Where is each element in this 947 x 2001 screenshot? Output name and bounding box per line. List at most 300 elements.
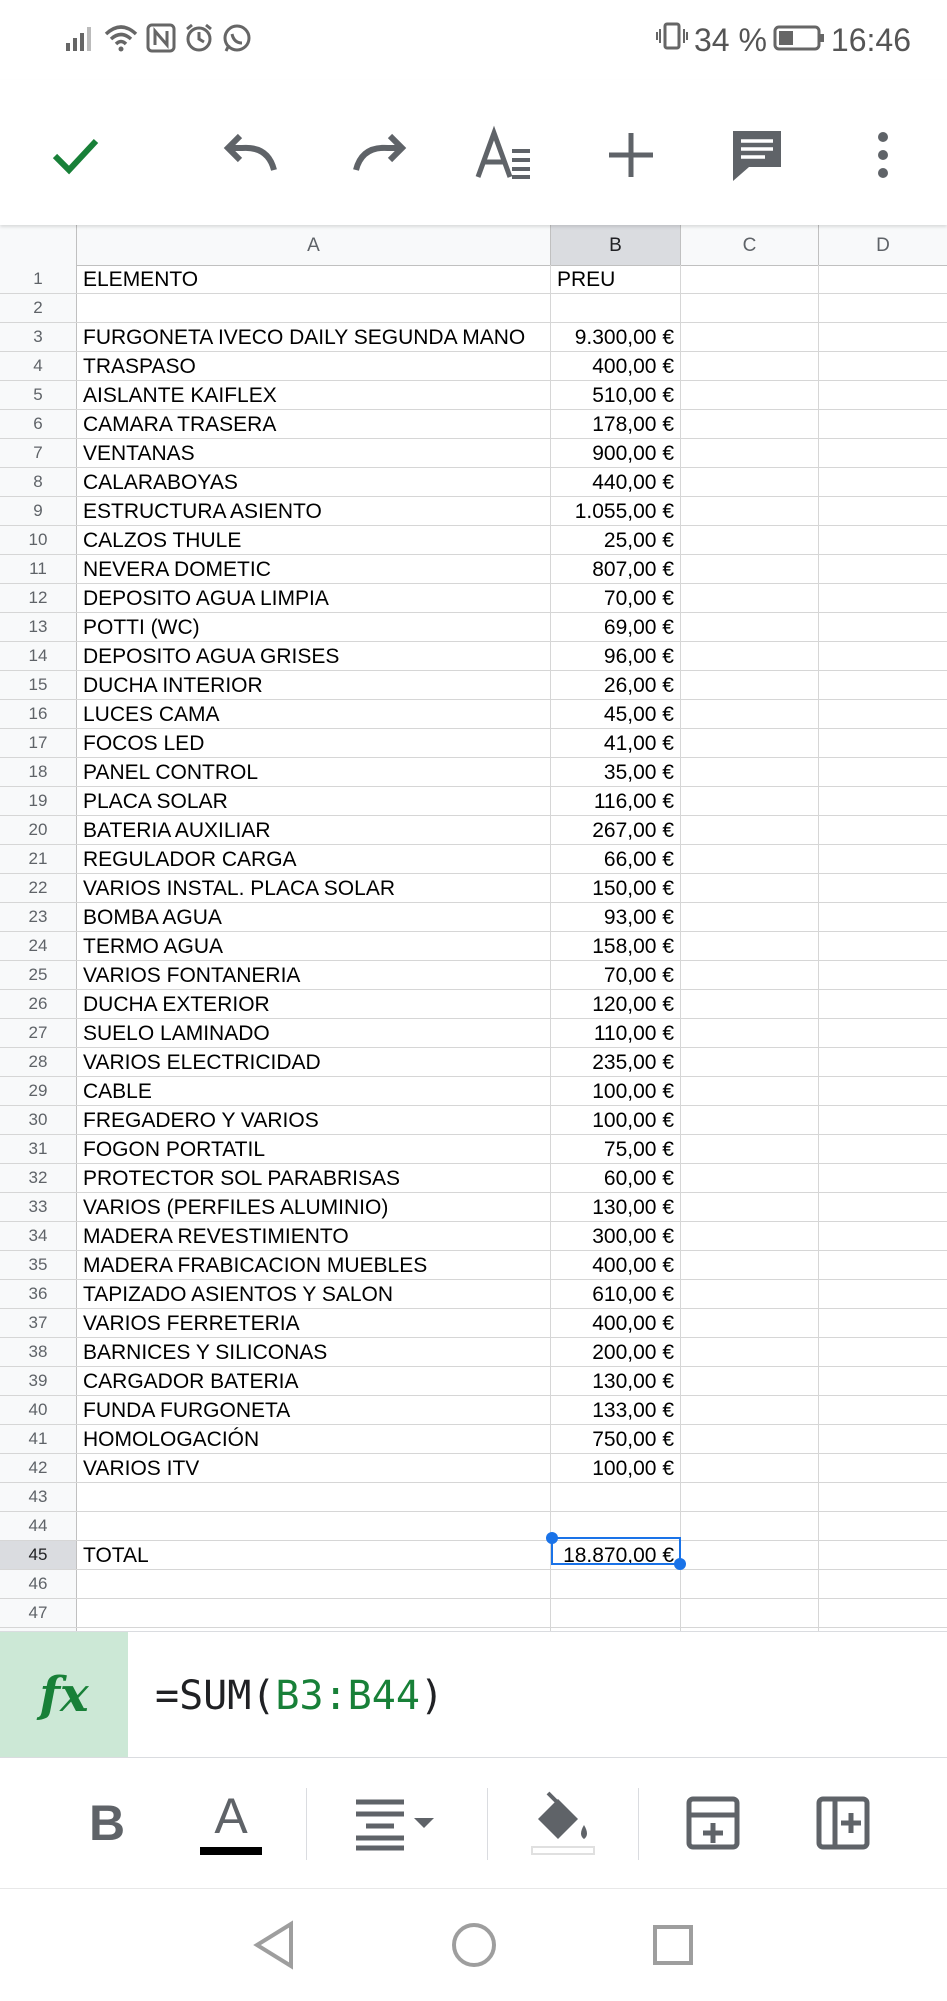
bold-label: B [88, 1795, 126, 1851]
table-row [0, 439, 947, 468]
cell-b[interactable]: 60,00 € [551, 1164, 681, 1192]
cell-d[interactable] [819, 1193, 947, 1221]
cell-c[interactable] [681, 294, 819, 322]
row-header[interactable]: 44 [0, 1512, 77, 1540]
cell-b[interactable]: 133,00 € [551, 1396, 681, 1424]
cell-c[interactable] [681, 584, 819, 612]
cell-a[interactable] [77, 1599, 551, 1627]
row-header[interactable]: 25 [0, 961, 77, 989]
cell-d[interactable] [819, 1367, 947, 1395]
cell-b[interactable]: 1.055,00 € [551, 497, 681, 525]
row-header[interactable]: 37 [0, 1309, 77, 1337]
row-header[interactable]: 11 [0, 555, 77, 583]
cell-b[interactable] [551, 1570, 681, 1598]
row-header[interactable]: 43 [0, 1483, 77, 1511]
cell-b[interactable] [551, 1599, 681, 1627]
cell-c[interactable] [681, 352, 819, 380]
row-header[interactable]: 31 [0, 1135, 77, 1163]
cell-a[interactable]: VARIOS FONTANERIA [77, 961, 551, 989]
comment-icon[interactable] [724, 122, 790, 188]
cell-a[interactable]: VARIOS ELECTRICIDAD [77, 1048, 551, 1076]
cell-a[interactable]: DUCHA EXTERIOR [77, 990, 551, 1018]
table-row [0, 1280, 947, 1309]
insert-row-icon[interactable] [680, 1788, 746, 1858]
cell-b[interactable]: 69,00 € [551, 613, 681, 641]
row-header[interactable]: 33 [0, 1193, 77, 1221]
table-row [0, 903, 947, 932]
cell-d[interactable] [819, 323, 947, 351]
cell-a[interactable]: BATERIA AUXILIAR [77, 816, 551, 844]
cell-a[interactable]: CALZOS THULE [77, 526, 551, 554]
add-icon[interactable] [598, 122, 664, 188]
cell-d[interactable] [819, 1512, 947, 1540]
cell-a[interactable]: REGULADOR CARGA [77, 845, 551, 873]
table-row [0, 294, 947, 323]
column-header-b[interactable]: B [551, 225, 681, 265]
cell-c[interactable] [681, 1193, 819, 1221]
row-header[interactable]: 21 [0, 845, 77, 873]
cell-d[interactable] [819, 700, 947, 728]
fill-color-icon[interactable] [528, 1788, 598, 1858]
cell-c[interactable] [681, 787, 819, 815]
cell-b[interactable]: 45,00 € [551, 700, 681, 728]
cell-c[interactable] [681, 729, 819, 757]
cell-d[interactable] [819, 294, 947, 322]
cell-c[interactable] [681, 1541, 819, 1569]
cell-a[interactable]: MADERA REVESTIMIENTO [77, 1222, 551, 1250]
cell-a[interactable]: CAMARA TRASERA [77, 410, 551, 438]
cell-a[interactable]: TERMO AGUA [77, 932, 551, 960]
cell-d[interactable] [819, 1599, 947, 1627]
cell-c[interactable] [681, 323, 819, 351]
cell-b[interactable] [551, 1512, 681, 1540]
cell-c[interactable] [681, 468, 819, 496]
cell-c[interactable] [681, 1396, 819, 1424]
cell-c[interactable] [681, 642, 819, 670]
cell-a[interactable]: PROTECTOR SOL PARABRISAS [77, 1164, 551, 1192]
cell-a[interactable]: VARIOS ITV [77, 1454, 551, 1482]
cell-a[interactable]: DUCHA INTERIOR [77, 671, 551, 699]
cell-a[interactable]: FURGONETA IVECO DAILY SEGUNDA MANO [77, 323, 551, 351]
cell-b[interactable]: 178,00 € [551, 410, 681, 438]
cell-b[interactable]: 400,00 € [551, 352, 681, 380]
row-header[interactable]: 4 [0, 352, 77, 380]
cell-d[interactable] [819, 903, 947, 931]
cell-a[interactable]: TAPIZADO ASIENTOS Y SALON [77, 1280, 551, 1308]
column-header-d[interactable]: D [876, 235, 890, 256]
cell-a[interactable]: BARNICES Y SILICONAS [77, 1338, 551, 1366]
cell-d[interactable] [819, 468, 947, 496]
row-header[interactable]: 22 [0, 874, 77, 902]
cell-b[interactable]: 93,00 € [551, 903, 681, 931]
table-row [0, 1193, 947, 1222]
cell-c[interactable] [681, 990, 819, 1018]
table-row [0, 1077, 947, 1106]
row-header[interactable]: 2 [0, 294, 77, 322]
cell-b[interactable]: PREU [551, 265, 681, 293]
row-header[interactable]: 28 [0, 1048, 77, 1076]
cell-c[interactable] [681, 700, 819, 728]
cell-b[interactable]: 26,00 € [551, 671, 681, 699]
cell-d[interactable] [819, 1106, 947, 1134]
row-header[interactable]: 3 [0, 323, 77, 351]
cell-c[interactable] [681, 1338, 819, 1366]
cell-d[interactable] [819, 874, 947, 902]
cell-c[interactable] [681, 903, 819, 931]
cell-a[interactable]: AISLANTE KAIFLEX [77, 381, 551, 409]
cell-c[interactable] [681, 816, 819, 844]
cell-a[interactable]: CARGADOR BATERIA [77, 1367, 551, 1395]
cell-c[interactable] [681, 526, 819, 554]
bold-icon[interactable] [74, 1788, 140, 1858]
more-vert-icon[interactable] [850, 122, 916, 188]
table-row [0, 1367, 947, 1396]
column-header-c[interactable]: C [681, 225, 819, 265]
row-header[interactable]: 26 [0, 990, 77, 1018]
cell-d[interactable] [819, 1135, 947, 1163]
cell-a[interactable]: FUNDA FURGONETA [77, 1396, 551, 1424]
cell-b[interactable]: 267,00 € [551, 816, 681, 844]
cell-a[interactable] [77, 1483, 551, 1511]
cell-a[interactable]: VARIOS (PERFILES ALUMINIO) [77, 1193, 551, 1221]
cell-c[interactable] [681, 439, 819, 467]
cell-a[interactable] [77, 294, 551, 322]
cell-b[interactable]: 158,00 € [551, 932, 681, 960]
check-icon[interactable] [42, 122, 108, 188]
cell-d[interactable] [819, 671, 947, 699]
row-header[interactable]: 34 [0, 1222, 77, 1250]
cell-a[interactable]: VARIOS INSTAL. PLACA SOLAR [77, 874, 551, 902]
table-row [0, 845, 947, 874]
cell-d[interactable] [819, 265, 947, 293]
cell-c[interactable] [681, 758, 819, 786]
table-row [0, 1106, 947, 1135]
cell-b[interactable]: 130,00 € [551, 1367, 681, 1395]
cell-b[interactable]: 70,00 € [551, 584, 681, 612]
cell-d[interactable] [819, 1077, 947, 1105]
cell-d[interactable] [819, 526, 947, 554]
cell-b[interactable]: 100,00 € [551, 1454, 681, 1482]
formula-bar[interactable] [0, 1631, 947, 1758]
cell-a[interactable]: PANEL CONTROL [77, 758, 551, 786]
redo-icon[interactable] [345, 122, 411, 188]
status-icons-right [656, 20, 911, 60]
row-header[interactable]: 8 [0, 468, 77, 496]
table-row [0, 613, 947, 642]
cell-c[interactable] [681, 1077, 819, 1105]
system-nav-bar [0, 1888, 947, 2001]
cell-c[interactable] [681, 1454, 819, 1482]
cell-b[interactable]: 66,00 € [551, 845, 681, 873]
cell-a[interactable]: TRASPASO [77, 352, 551, 380]
recents-icon[interactable] [643, 1915, 703, 1975]
back-icon[interactable] [246, 1915, 306, 1975]
cell-d[interactable] [819, 1338, 947, 1366]
formula-input[interactable] [155, 1632, 444, 1757]
cell-b[interactable]: 120,00 € [551, 990, 681, 1018]
cell-c[interactable] [681, 1599, 819, 1627]
cell-b[interactable]: 70,00 € [551, 961, 681, 989]
cell-c[interactable] [681, 1048, 819, 1076]
divider [306, 1788, 307, 1860]
cell-c[interactable] [681, 845, 819, 873]
cell-b[interactable]: 100,00 € [551, 1077, 681, 1105]
table-row [0, 1396, 947, 1425]
row-header[interactable]: 46 [0, 1570, 77, 1598]
cell-b[interactable]: 900,00 € [551, 439, 681, 467]
cell-a[interactable]: NEVERA DOMETIC [77, 555, 551, 583]
cell-c[interactable] [681, 932, 819, 960]
cell-b[interactable] [551, 1483, 681, 1511]
table-row [0, 816, 947, 845]
row-header[interactable]: 16 [0, 700, 77, 728]
row-header[interactable]: 35 [0, 1251, 77, 1279]
cell-b[interactable]: 200,00 € [551, 1338, 681, 1366]
cell-d[interactable] [819, 410, 947, 438]
cell-a[interactable] [77, 1512, 551, 1540]
cell-c[interactable] [681, 410, 819, 438]
cell-a[interactable]: FREGADERO Y VARIOS [77, 1106, 551, 1134]
row-header[interactable]: 47 [0, 1599, 77, 1627]
cell-b[interactable]: 116,00 € [551, 787, 681, 815]
cell-c[interactable] [681, 265, 819, 293]
table-row [0, 1019, 947, 1048]
row-header[interactable]: 7 [0, 439, 77, 467]
align-icon[interactable] [352, 1788, 442, 1858]
table-row [0, 1512, 947, 1541]
cell-b[interactable]: 440,00 € [551, 468, 681, 496]
cell-d[interactable] [819, 1309, 947, 1337]
divider [638, 1788, 639, 1860]
cell-d[interactable] [819, 613, 947, 641]
cell-b[interactable]: 96,00 € [551, 642, 681, 670]
cell-d[interactable] [819, 1019, 947, 1047]
cell-d[interactable] [819, 1483, 947, 1511]
row-header[interactable]: 9 [0, 497, 77, 525]
cell-d[interactable] [819, 758, 947, 786]
clock: 16:46 [830, 21, 911, 58]
row-header[interactable]: 1 [0, 265, 77, 293]
fx-icon: fx [0, 1632, 128, 1757]
cell-b[interactable]: 18.870,00 € [551, 1541, 681, 1569]
alarm-icon [184, 23, 214, 58]
cell-c[interactable] [681, 1135, 819, 1163]
home-icon[interactable] [444, 1915, 504, 1975]
cell-c[interactable] [681, 671, 819, 699]
cell-a[interactable]: POTTI (WC) [77, 613, 551, 641]
cell-d[interactable] [819, 961, 947, 989]
cell-d[interactable] [819, 1164, 947, 1192]
row-header[interactable]: 17 [0, 729, 77, 757]
row-header[interactable]: 36 [0, 1280, 77, 1308]
row-header[interactable]: 14 [0, 642, 77, 670]
row-header[interactable]: 23 [0, 903, 77, 931]
cell-a[interactable]: CALARABOYAS [77, 468, 551, 496]
cell-d[interactable] [819, 816, 947, 844]
text-format-icon[interactable] [471, 122, 537, 188]
cell-d[interactable] [819, 555, 947, 583]
cell-c[interactable] [681, 1570, 819, 1598]
cell-d[interactable] [819, 1541, 947, 1569]
signal-icon [66, 25, 96, 56]
cell-d[interactable] [819, 439, 947, 467]
cell-b[interactable]: 110,00 € [551, 1019, 681, 1047]
cell-d[interactable] [819, 1251, 947, 1279]
table-row [0, 323, 947, 352]
table-row [0, 1309, 947, 1338]
row-header[interactable]: 12 [0, 584, 77, 612]
table-row [0, 1222, 947, 1251]
cell-d[interactable] [819, 990, 947, 1018]
row-header[interactable]: 19 [0, 787, 77, 815]
cell-a[interactable]: DEPOSITO AGUA GRISES [77, 642, 551, 670]
cell-c[interactable] [681, 613, 819, 641]
cell-c[interactable] [681, 1019, 819, 1047]
cell-a[interactable]: VENTANAS [77, 439, 551, 467]
sheets-toolbar [0, 80, 947, 225]
cell-c[interactable] [681, 1512, 819, 1540]
cell-a[interactable]: BOMBA AGUA [77, 903, 551, 931]
cell-b[interactable]: 400,00 € [551, 1309, 681, 1337]
cell-a[interactable]: TOTAL [77, 1541, 551, 1569]
cell-d[interactable] [819, 787, 947, 815]
cell-a[interactable]: ELEMENTO [77, 265, 551, 293]
row-header[interactable]: 6 [0, 410, 77, 438]
cell-d[interactable] [819, 1280, 947, 1308]
cell-a[interactable]: LUCES CAMA [77, 700, 551, 728]
row-header[interactable]: 13 [0, 613, 77, 641]
formula-range: B3:B44 [275, 1673, 420, 1719]
cell-b[interactable]: 130,00 € [551, 1193, 681, 1221]
cell-c[interactable] [681, 1164, 819, 1192]
cell-d[interactable] [819, 845, 947, 873]
cell-d[interactable] [819, 1048, 947, 1076]
cell-a[interactable]: FOGON PORTATIL [77, 1135, 551, 1163]
column-header-a[interactable]: A [77, 225, 551, 265]
cell-c[interactable] [681, 1367, 819, 1395]
table-row [0, 468, 947, 497]
cell-c[interactable] [681, 1425, 819, 1453]
cell-c[interactable] [681, 497, 819, 525]
text-color-icon[interactable] [198, 1788, 264, 1858]
cell-b[interactable]: 235,00 € [551, 1048, 681, 1076]
cell-d[interactable] [819, 932, 947, 960]
cell-b[interactable]: 100,00 € [551, 1106, 681, 1134]
cell-b[interactable]: 25,00 € [551, 526, 681, 554]
cell-b[interactable]: 610,00 € [551, 1280, 681, 1308]
row-header[interactable]: 24 [0, 932, 77, 960]
cell-c[interactable] [681, 961, 819, 989]
cell-d[interactable] [819, 1425, 947, 1453]
cell-b[interactable]: 75,00 € [551, 1135, 681, 1163]
cell-d[interactable] [819, 1454, 947, 1482]
cell-d[interactable] [819, 642, 947, 670]
cell-d[interactable] [819, 1570, 947, 1598]
cell-d[interactable] [819, 497, 947, 525]
row-header[interactable]: 5 [0, 381, 77, 409]
cell-a[interactable]: SUELO LAMINADO [77, 1019, 551, 1047]
table-row [0, 932, 947, 961]
whatsapp-icon [222, 23, 252, 58]
cell-c[interactable] [681, 555, 819, 583]
cell-c[interactable] [681, 1251, 819, 1279]
battery-percent: 34 % [693, 21, 767, 58]
cell-a[interactable]: HOMOLOGACIÓN [77, 1425, 551, 1453]
row-header[interactable]: 42 [0, 1454, 77, 1482]
cell-c[interactable] [681, 874, 819, 902]
table-row [0, 1483, 947, 1512]
cell-d[interactable] [819, 1222, 947, 1250]
row-header[interactable]: 32 [0, 1164, 77, 1192]
cell-b[interactable]: 400,00 € [551, 1251, 681, 1279]
row-header[interactable]: 18 [0, 758, 77, 786]
cell-b[interactable]: 41,00 € [551, 729, 681, 757]
insert-column-icon[interactable] [810, 1788, 876, 1858]
cell-a[interactable]: CABLE [77, 1077, 551, 1105]
row-header[interactable]: 30 [0, 1106, 77, 1134]
table-row [0, 1251, 947, 1280]
row-header[interactable]: 29 [0, 1077, 77, 1105]
select-all-corner[interactable] [0, 225, 77, 265]
cell-b[interactable]: 807,00 € [551, 555, 681, 583]
cell-a[interactable]: VARIOS FERRETERIA [77, 1309, 551, 1337]
cell-a[interactable] [77, 1570, 551, 1598]
row-header[interactable]: 27 [0, 1019, 77, 1047]
wifi-icon [104, 24, 138, 57]
cell-c[interactable] [681, 381, 819, 409]
spreadsheet-grid [0, 225, 947, 1631]
row-header[interactable]: 41 [0, 1425, 77, 1453]
cell-a[interactable]: MADERA FRABICACION MUEBLES [77, 1251, 551, 1279]
cell-c[interactable] [681, 1309, 819, 1337]
undo-icon[interactable] [219, 122, 285, 188]
cell-b[interactable]: 300,00 € [551, 1222, 681, 1250]
cell-d[interactable] [819, 1396, 947, 1424]
row-header[interactable]: 20 [0, 816, 77, 844]
cell-b[interactable]: 35,00 € [551, 758, 681, 786]
cell-a[interactable]: ESTRUCTURA ASIENTO [77, 497, 551, 525]
table-row [0, 1599, 947, 1628]
cell-c[interactable] [681, 1106, 819, 1134]
row-header[interactable]: 39 [0, 1367, 77, 1395]
cell-c[interactable] [681, 1483, 819, 1511]
row-header[interactable]: 45 [0, 1541, 77, 1569]
cell-d[interactable] [819, 352, 947, 380]
table-row [0, 990, 947, 1019]
formula-suffix: ) [419, 1673, 445, 1719]
cell-d[interactable] [819, 381, 947, 409]
cell-b[interactable]: 9.300,00 € [551, 323, 681, 351]
cell-a[interactable]: DEPOSITO AGUA LIMPIA [77, 584, 551, 612]
row-header[interactable]: 10 [0, 526, 77, 554]
table-row [0, 700, 947, 729]
cell-d[interactable] [819, 729, 947, 757]
nfc-icon [146, 23, 176, 58]
row-header[interactable]: 38 [0, 1338, 77, 1366]
row-header[interactable]: 15 [0, 671, 77, 699]
table-row [0, 1454, 947, 1483]
cell-c[interactable] [681, 1222, 819, 1250]
row-header[interactable]: 40 [0, 1396, 77, 1424]
cell-a[interactable]: FOCOS LED [77, 729, 551, 757]
cell-d[interactable] [819, 584, 947, 612]
cell-b[interactable]: 150,00 € [551, 874, 681, 902]
cell-b[interactable] [551, 294, 681, 322]
cell-b[interactable]: 750,00 € [551, 1425, 681, 1453]
cell-c[interactable] [681, 1280, 819, 1308]
cell-b[interactable]: 510,00 € [551, 381, 681, 409]
cell-a[interactable]: PLACA SOLAR [77, 787, 551, 815]
